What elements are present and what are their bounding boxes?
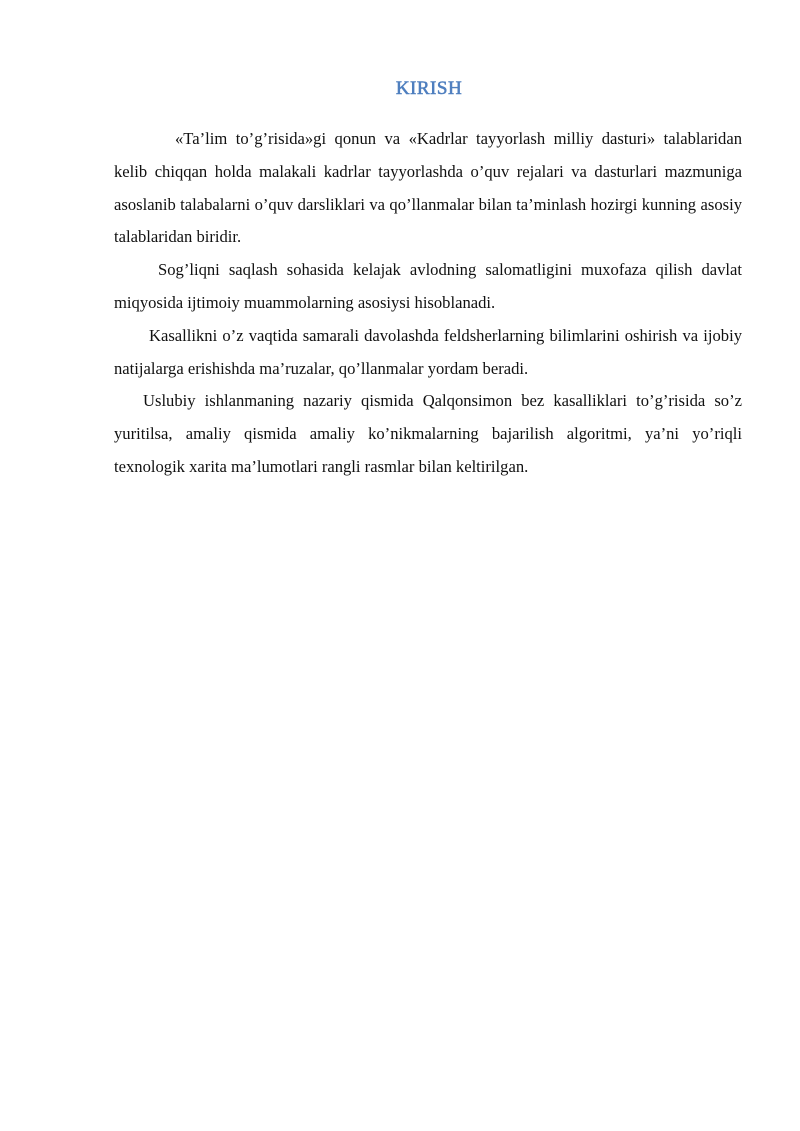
paragraph-4: Uslubiy ishlanmaning nazariy qismida Qalqonsimon bez kasalliklari to’g’risida so’z yuritilsa, amaliy qismida amaliy ko’nikmalarning bajarilish algoritmi, ya’ni yo’riqli texnologik xarita ma’lumotlari rangli rasmlar bilan keltirilgan. [114, 391, 742, 476]
document-body [114, 123, 742, 484]
page-title: KIRISH [395, 78, 463, 99]
paragraph-1: «Ta’lim to’g’risida»gi qonun va «Kadrlar tayyorlash milliy dasturi» talablaridan kelib chiqqan holda malakali kadrlar tayyorlashda o’quv rejalari va dasturlari mazmuniga asoslanib talabalarni o’quv darsliklari va qo’llanmalar bilan ta’minlash hozirgi kunning asosiy talablaridan biridir. [114, 129, 742, 247]
paragraph-3: Kasallikni o’z vaqtida samarali davolashda feldsherlarning bilimlarini oshirish va ijobiy natijalarga erishishda ma’ruzalar, qo’llanmalar yordam beradi. [114, 325, 742, 378]
paragraph-2: Sog’liqni saqlash sohasida kelajak avlodning salomatligini muxofaza qilish davlat miqyosida ijtimoiy muammolarning asosiysi hisoblanadi. [114, 260, 742, 312]
